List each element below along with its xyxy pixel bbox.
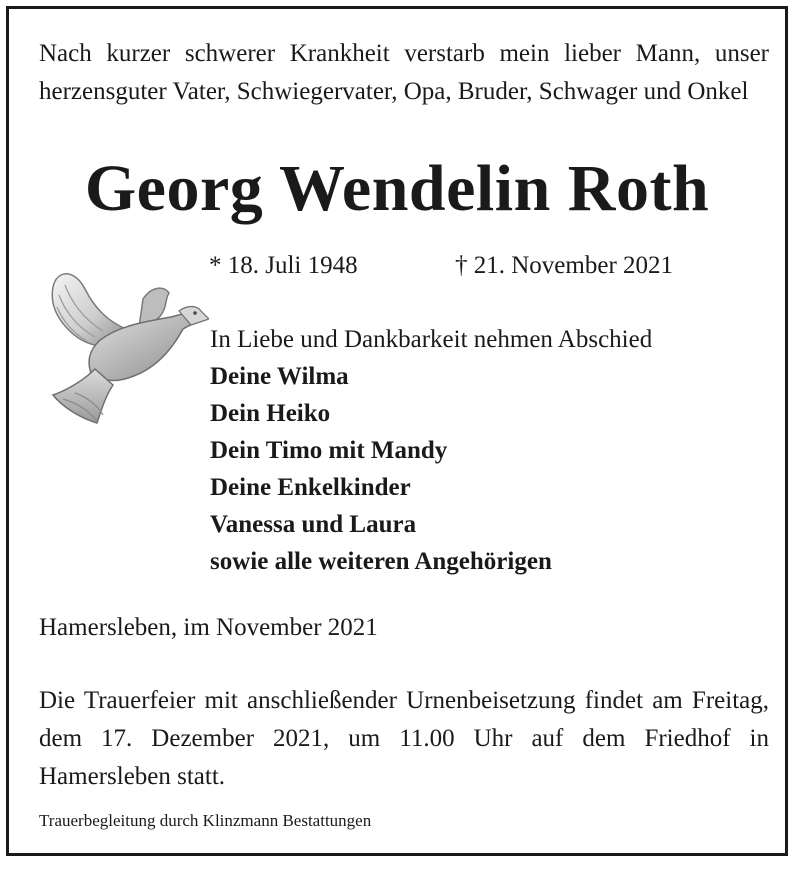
mourner-name: Deine Wilma <box>210 363 349 390</box>
dove-icon <box>39 265 209 431</box>
place-and-date: Hamersleben, im November 2021 <box>39 614 378 641</box>
obituary-notice <box>6 6 788 856</box>
mourner-name: Dein Timo mit Mandy <box>210 437 448 464</box>
mourner-name: Deine Enkelkinder <box>210 474 411 501</box>
intro-text: Nach kurzer schwerer Krankheit verstarb mein lieber Mann, unser herzensguter Vater, Schwiegervater, Opa, Bruder, Schwager und Onkel <box>39 40 769 105</box>
undertaker-credit: Trauerbegleitung durch Klinzmann Bestattungen <box>39 811 372 830</box>
farewell-line: In Liebe und Dankbarkeit nehmen Abschied <box>210 326 653 353</box>
service-details: Die Trauerfeier mit anschließender Urnenbeisetzung findet am Freitag, dem 17. Dezember 2021, um 11.00 Uhr auf dem Friedhof in Hamersleben statt. <box>39 687 769 790</box>
death-date: † 21. November 2021 <box>455 252 674 279</box>
mourners-block <box>210 321 652 580</box>
birth-date: * 18. Juli 1948 <box>209 252 358 279</box>
mourner-name: sowie alle weiteren Angehörigen <box>210 548 552 575</box>
mourner-name: Vanessa und Laura <box>210 511 417 538</box>
mourner-name: Dein Heiko <box>210 400 331 427</box>
deceased-name: Georg Wendelin Roth <box>84 152 710 225</box>
